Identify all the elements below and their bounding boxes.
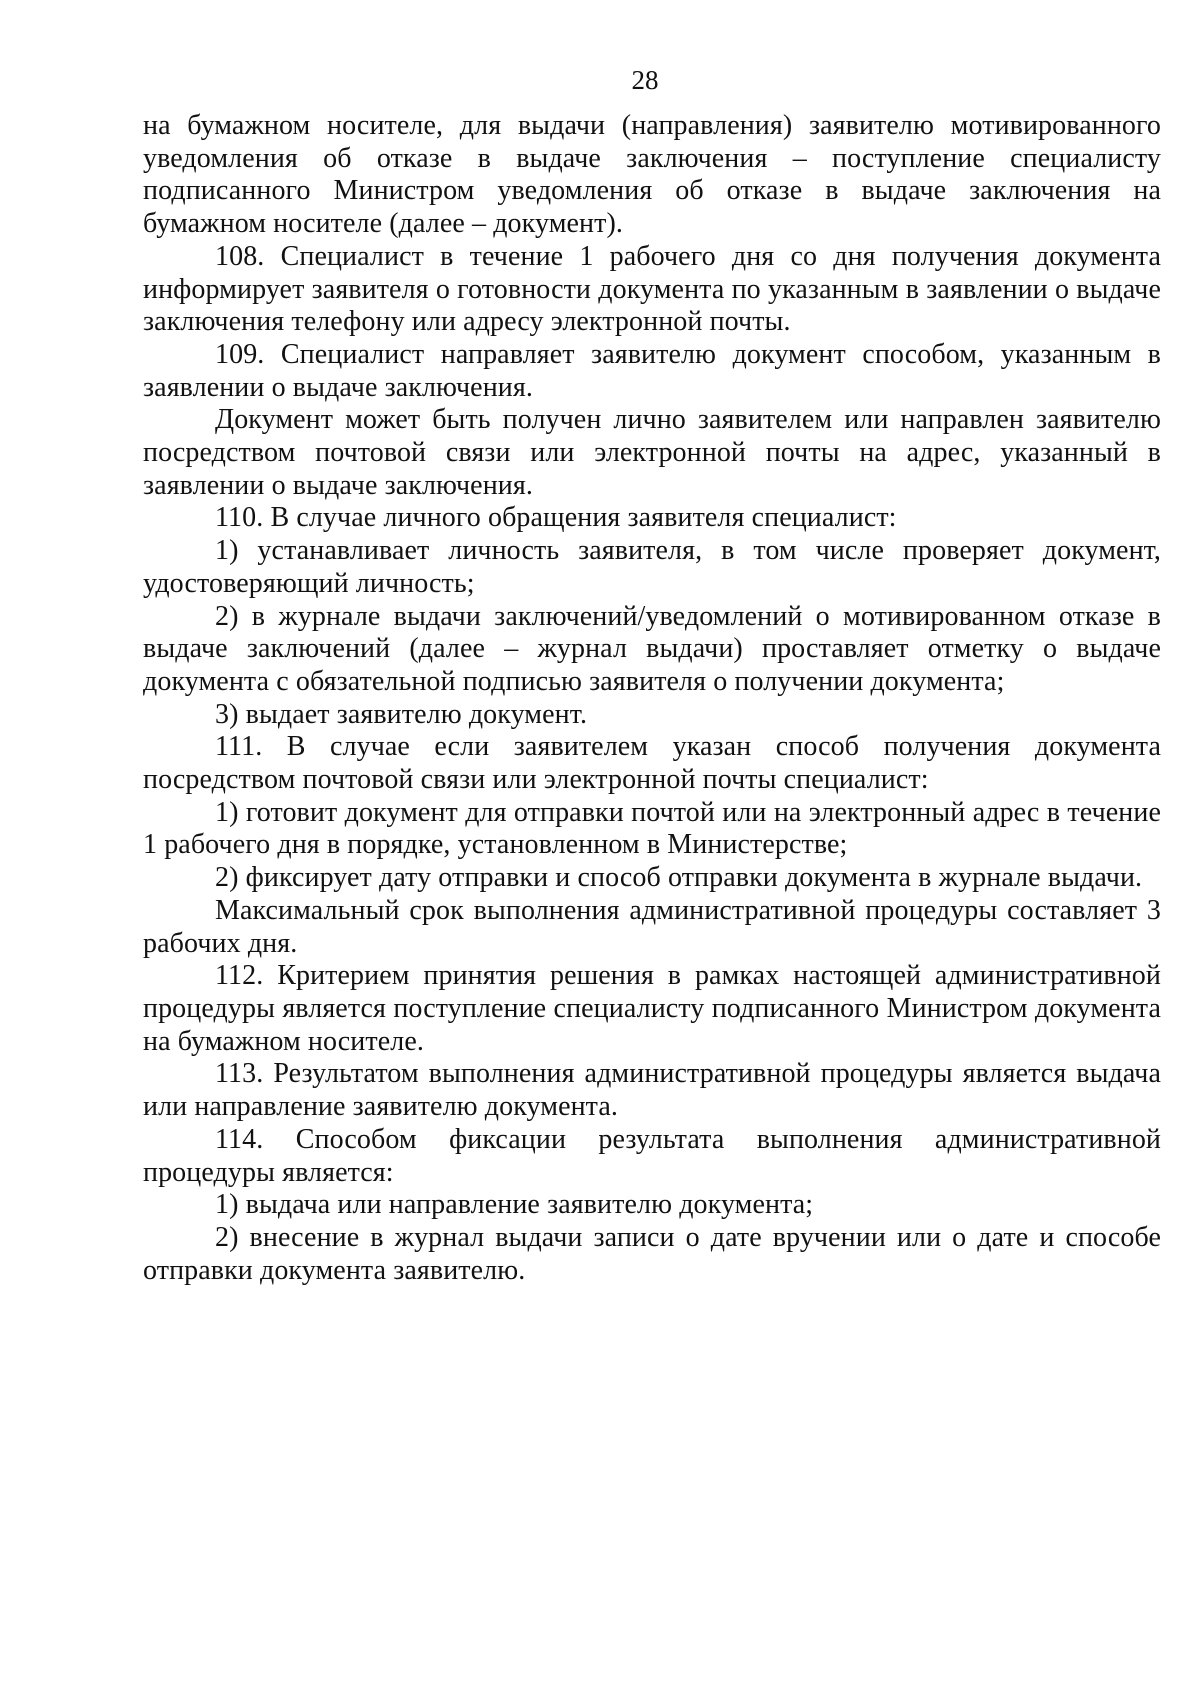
paragraph-110-item-1: 1) устанавливает личность заявителя, в том числе проверяет документ, удостоверяющий личность; [143,535,1161,599]
paragraph-110-item-2: 2) в журнале выдачи заключений/уведомлений о мотивированном отказе в выдаче заключений (далее – журнал выдачи) проставляет отметку о выдаче документа с обязательной подписью заявителя о получении документа; [143,600,1161,697]
paragraph-113: 113. Результатом выполнения административной процедуры является выдача или направление заявителю документа. [143,1058,1161,1123]
paragraph-114: 114. Способом фиксации результата выполнения административной процедуры является: [143,1123,1161,1188]
paragraph-continuation: на бумажном носителе, для выдачи (направления) заявителю мотивированного уведомления об отказе в выдаче заключения – поступление специалисту подписанного Министром уведомления об отказе в выдаче заключения на бумажном носителе (далее – документ). [143,110,1161,240]
paragraph-112: 112. Критерием принятия решения в рамках настоящей административной процедуры является поступление специалисту подписанного Министром документа на бумажном носителе. [143,960,1161,1057]
paragraph-111-item-2: 2) фиксирует дату отправки и способ отправки документа в журнале выдачи. [215,862,1143,894]
page-number: 28 [631,65,659,95]
paragraph-max-term: Максимальный срок выполнения административной процедуры составляет 3 рабочих дня. [143,894,1161,959]
paragraph-109-delivery: Документ может быть получен лично заявителем или направлен заявителю посредством почтовой связи или электронной почты на адрес, указанный в заявлении о выдаче заключения. [143,404,1161,501]
paragraph-110-item-3: 3) выдает заявителю документ. [215,698,588,730]
paragraph-114-item-2: 2) внесение в журнал выдачи записи о дате вручении или о дате и способе отправки документа заявителю. [143,1221,1161,1286]
paragraph-111-item-1: 1) готовит документ для отправки почтой или на электронный адрес в течение 1 рабочего дня в порядке, установленном в Министерстве; [143,796,1161,861]
paragraph-109: 109. Специалист направляет заявителю документ способом, указанным в заявлении о выдаче заключения. [143,338,1161,403]
paragraph-111: 111. В случае если заявителем указан способ получения документа посредством почтовой связи или электронной почты специалист: [143,731,1161,796]
paragraph-108: 108. Специалист в течение 1 рабочего дня со дня получения документа информирует заявителя о готовности документа по указанным в заявлении о выдаче заключения телефону или адресу электронной почты. [143,240,1161,338]
paragraph-114-item-1: 1) выдача или направление заявителю документа; [215,1189,814,1221]
document-body [143,110,1161,1287]
paragraph-110: 110. В случае личного обращения заявителя специалист: [215,502,897,534]
